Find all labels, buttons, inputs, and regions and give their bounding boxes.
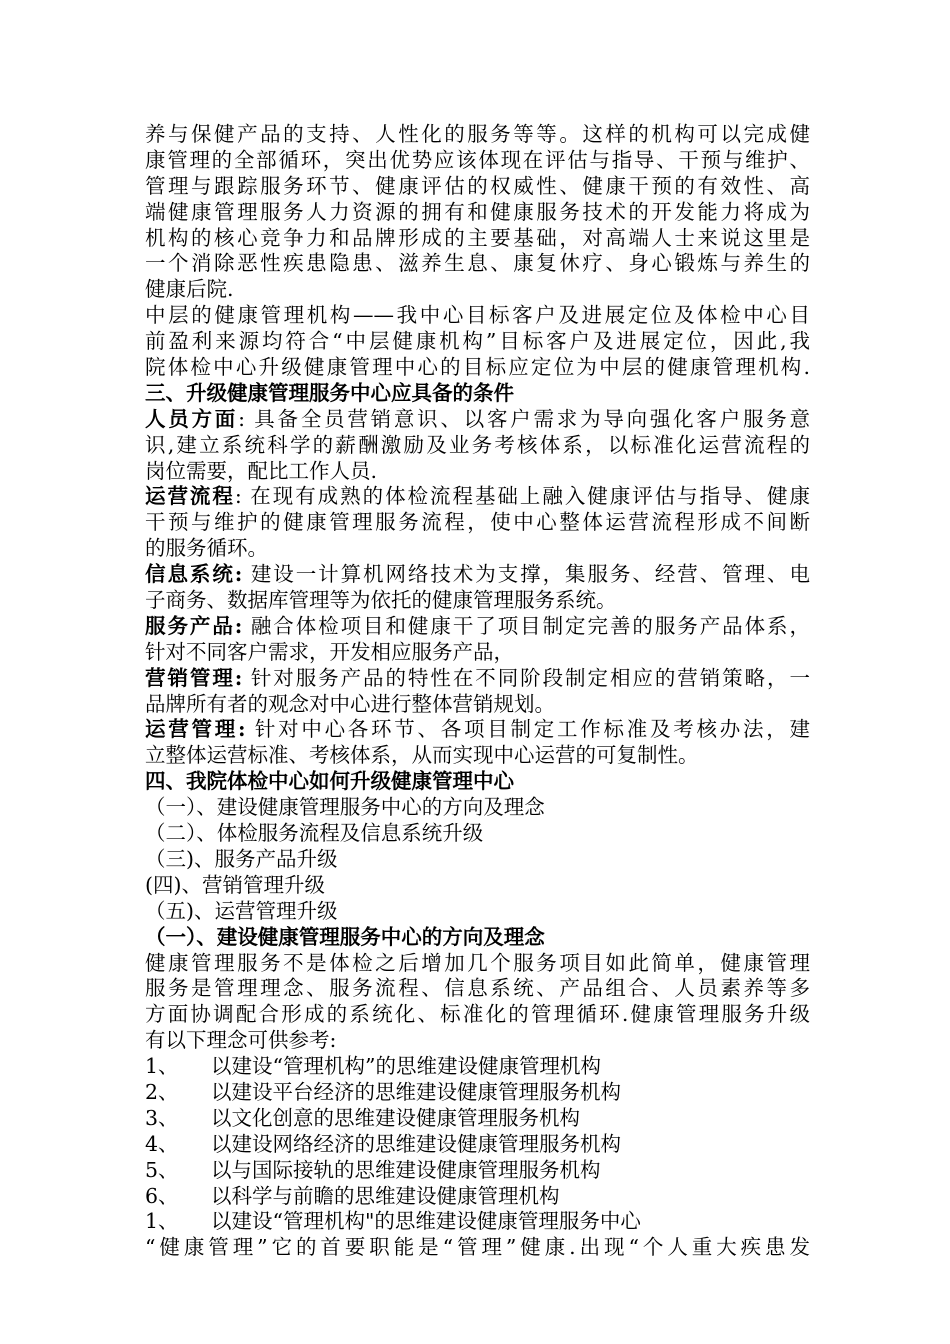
subsection-heading: （一）、建设健康管理服务中心的方向及理念 (145, 924, 545, 949)
paragraph-line: “健康管理”它的首要职能是“管理”健康.出现“个人重大疾患发 (145, 1235, 810, 1260)
paragraph-line: 健康管理服务不是体检之后增加几个服务项目如此简单，健康管理 (145, 950, 810, 975)
paragraph-line: 一个消除恶性疾患隐患、滋养生息、康复休疗、身心锻炼与养生的 (145, 251, 810, 276)
paragraph-line: 端健康管理服务人力资源的拥有和健康服务技术的开发能力将成为 (145, 199, 810, 224)
paragraph-line: 院体检中心升级健康管理中心的目标应定位为中层的健康管理机构. (145, 355, 810, 380)
condition-label: 营销管理: (145, 665, 243, 690)
list-item (145, 1158, 810, 1184)
paragraph-line: 前盈利来源均符合“中层健康机构”目标客户及进展定位，因此,我 (145, 329, 810, 354)
paragraph-line: 管理与跟踪服务环节、健康评估的权威性、健康干预的有效性、高 (145, 173, 810, 198)
condition-text: : 具备全员营销意识、以客户需求为导向强化客户服务意 (238, 406, 810, 431)
section-heading: 四、我院体检中心如何升级健康管理中心 (145, 769, 514, 794)
outline-item: （二）、体检服务流程及信息系统升级 (145, 821, 484, 846)
list-number: 2、 (145, 1079, 179, 1104)
paragraph-line: 识,建立系统科学的薪酬激励及业务考核体系，以标准化运营流程的 (145, 432, 810, 457)
paragraph-line: 岗位需要，配比工作人员. (145, 458, 378, 483)
condition-text: 针对服务产品的特性在不同阶段制定相应的营销策略，一 (242, 665, 810, 690)
condition-text: : 在现有成熟的体检流程基础上融入健康评估与指导、健康 (234, 484, 810, 509)
section-heading: 三、升级健康管理服务中心应具备的条件 (145, 380, 514, 405)
outline-item: （三)、服务产品升级 (145, 846, 338, 871)
list-item (145, 1080, 810, 1106)
condition-text: 融合体检项目和健康干了项目制定完善的服务产品体系， (242, 613, 810, 638)
outline-item: （五)、运营管理升级 (145, 898, 338, 923)
list-number: 5、 (145, 1157, 179, 1182)
list-text: 以文化创意的思维建设健康管理服务机构 (211, 1105, 580, 1130)
list-item (145, 1106, 810, 1132)
list-item (145, 1184, 810, 1210)
list-number: 6、 (145, 1183, 179, 1208)
condition-label: 运营管理: (145, 717, 246, 742)
list-text: 以建设“管理机构”的思维建设健康管理机构 (211, 1054, 601, 1079)
paragraph-line: 的服务循环。 (145, 536, 268, 561)
condition-label: 服务产品: (145, 613, 243, 638)
paragraph-line: 健康后院. (145, 277, 234, 302)
paragraph-line: 有以下理念可供参考: (145, 1028, 337, 1053)
condition-label: 运营流程 (145, 484, 235, 509)
condition-label: 信息系统: (145, 562, 243, 587)
list-number: 4、 (145, 1131, 179, 1156)
paragraph-line: 中层的健康管理机构——我中心目标客户及进展定位及体检中心目 (145, 303, 810, 328)
list-number: 1、 (145, 1054, 179, 1079)
condition-process (145, 484, 810, 510)
paragraph-line: 机构的核心竞争力和品牌形成的主要基础，对高端人士来说这里是 (145, 225, 810, 250)
outline-item: （一）、建设健康管理服务中心的方向及理念 (145, 795, 545, 820)
document-body (145, 122, 810, 1261)
list-text: 以建设网络经济的思维建设健康管理服务机构 (211, 1131, 621, 1156)
paragraph-line: 康管理的全部循环，突出优势应该体现在评估与指导、干预与维护、 (145, 147, 810, 172)
list-text: 以与国际接轨的思维建设健康管理服务机构 (211, 1157, 601, 1182)
list-text: 以科学与前瞻的思维建设健康管理机构 (211, 1183, 560, 1208)
paragraph-line: 养与保健产品的支持、人性化的服务等等。这样的机构可以完成健 (145, 122, 810, 146)
list-item (145, 1209, 810, 1235)
paragraph-line: 服务是管理理念、服务流程、信息系统、产品组合、人员素养等多 (145, 976, 810, 1001)
list-text: 以建设“管理机构"的思维建设健康管理服务中心 (211, 1209, 641, 1234)
paragraph-line: 方面协调配合形成的系统化、标准化的管理循环.健康管理服务升级 (145, 1002, 810, 1027)
list-number: 3、 (145, 1105, 179, 1130)
list-item (145, 1132, 810, 1158)
condition-text: 针对中心各环节、各项目制定工作标准及考核办法，建 (245, 717, 810, 742)
paragraph-line: 子商务、数据库管理等为依托的健康管理服务系统。 (145, 588, 617, 613)
condition-personnel (145, 407, 810, 433)
condition-marketing (145, 666, 810, 692)
condition-operations (145, 717, 810, 743)
condition-product (145, 614, 810, 640)
condition-info (145, 562, 810, 588)
list-number: 1、 (145, 1209, 179, 1234)
list-item (145, 1054, 810, 1080)
paragraph-line: 立整体运营标准、考核体系，从而实现中心运营的可复制性。 (145, 743, 699, 768)
paragraph-line: 针对不同客户需求，开发相应服务产品， (145, 639, 514, 664)
list-text: 以建设平台经济的思维建设健康管理服务机构 (211, 1079, 621, 1104)
condition-label: 人员方面 (145, 406, 239, 431)
paragraph-line: 品牌所有者的观念对中心进行整体营销规划。 (145, 691, 555, 716)
outline-item: (四)、营销管理升级 (145, 872, 325, 897)
condition-text: 建设一计算机网络技术为支撑，集服务、经营、管理、电 (242, 562, 810, 587)
paragraph-line: 干预与维护的健康管理服务流程，使中心整体运营流程形成不间断 (145, 510, 810, 535)
